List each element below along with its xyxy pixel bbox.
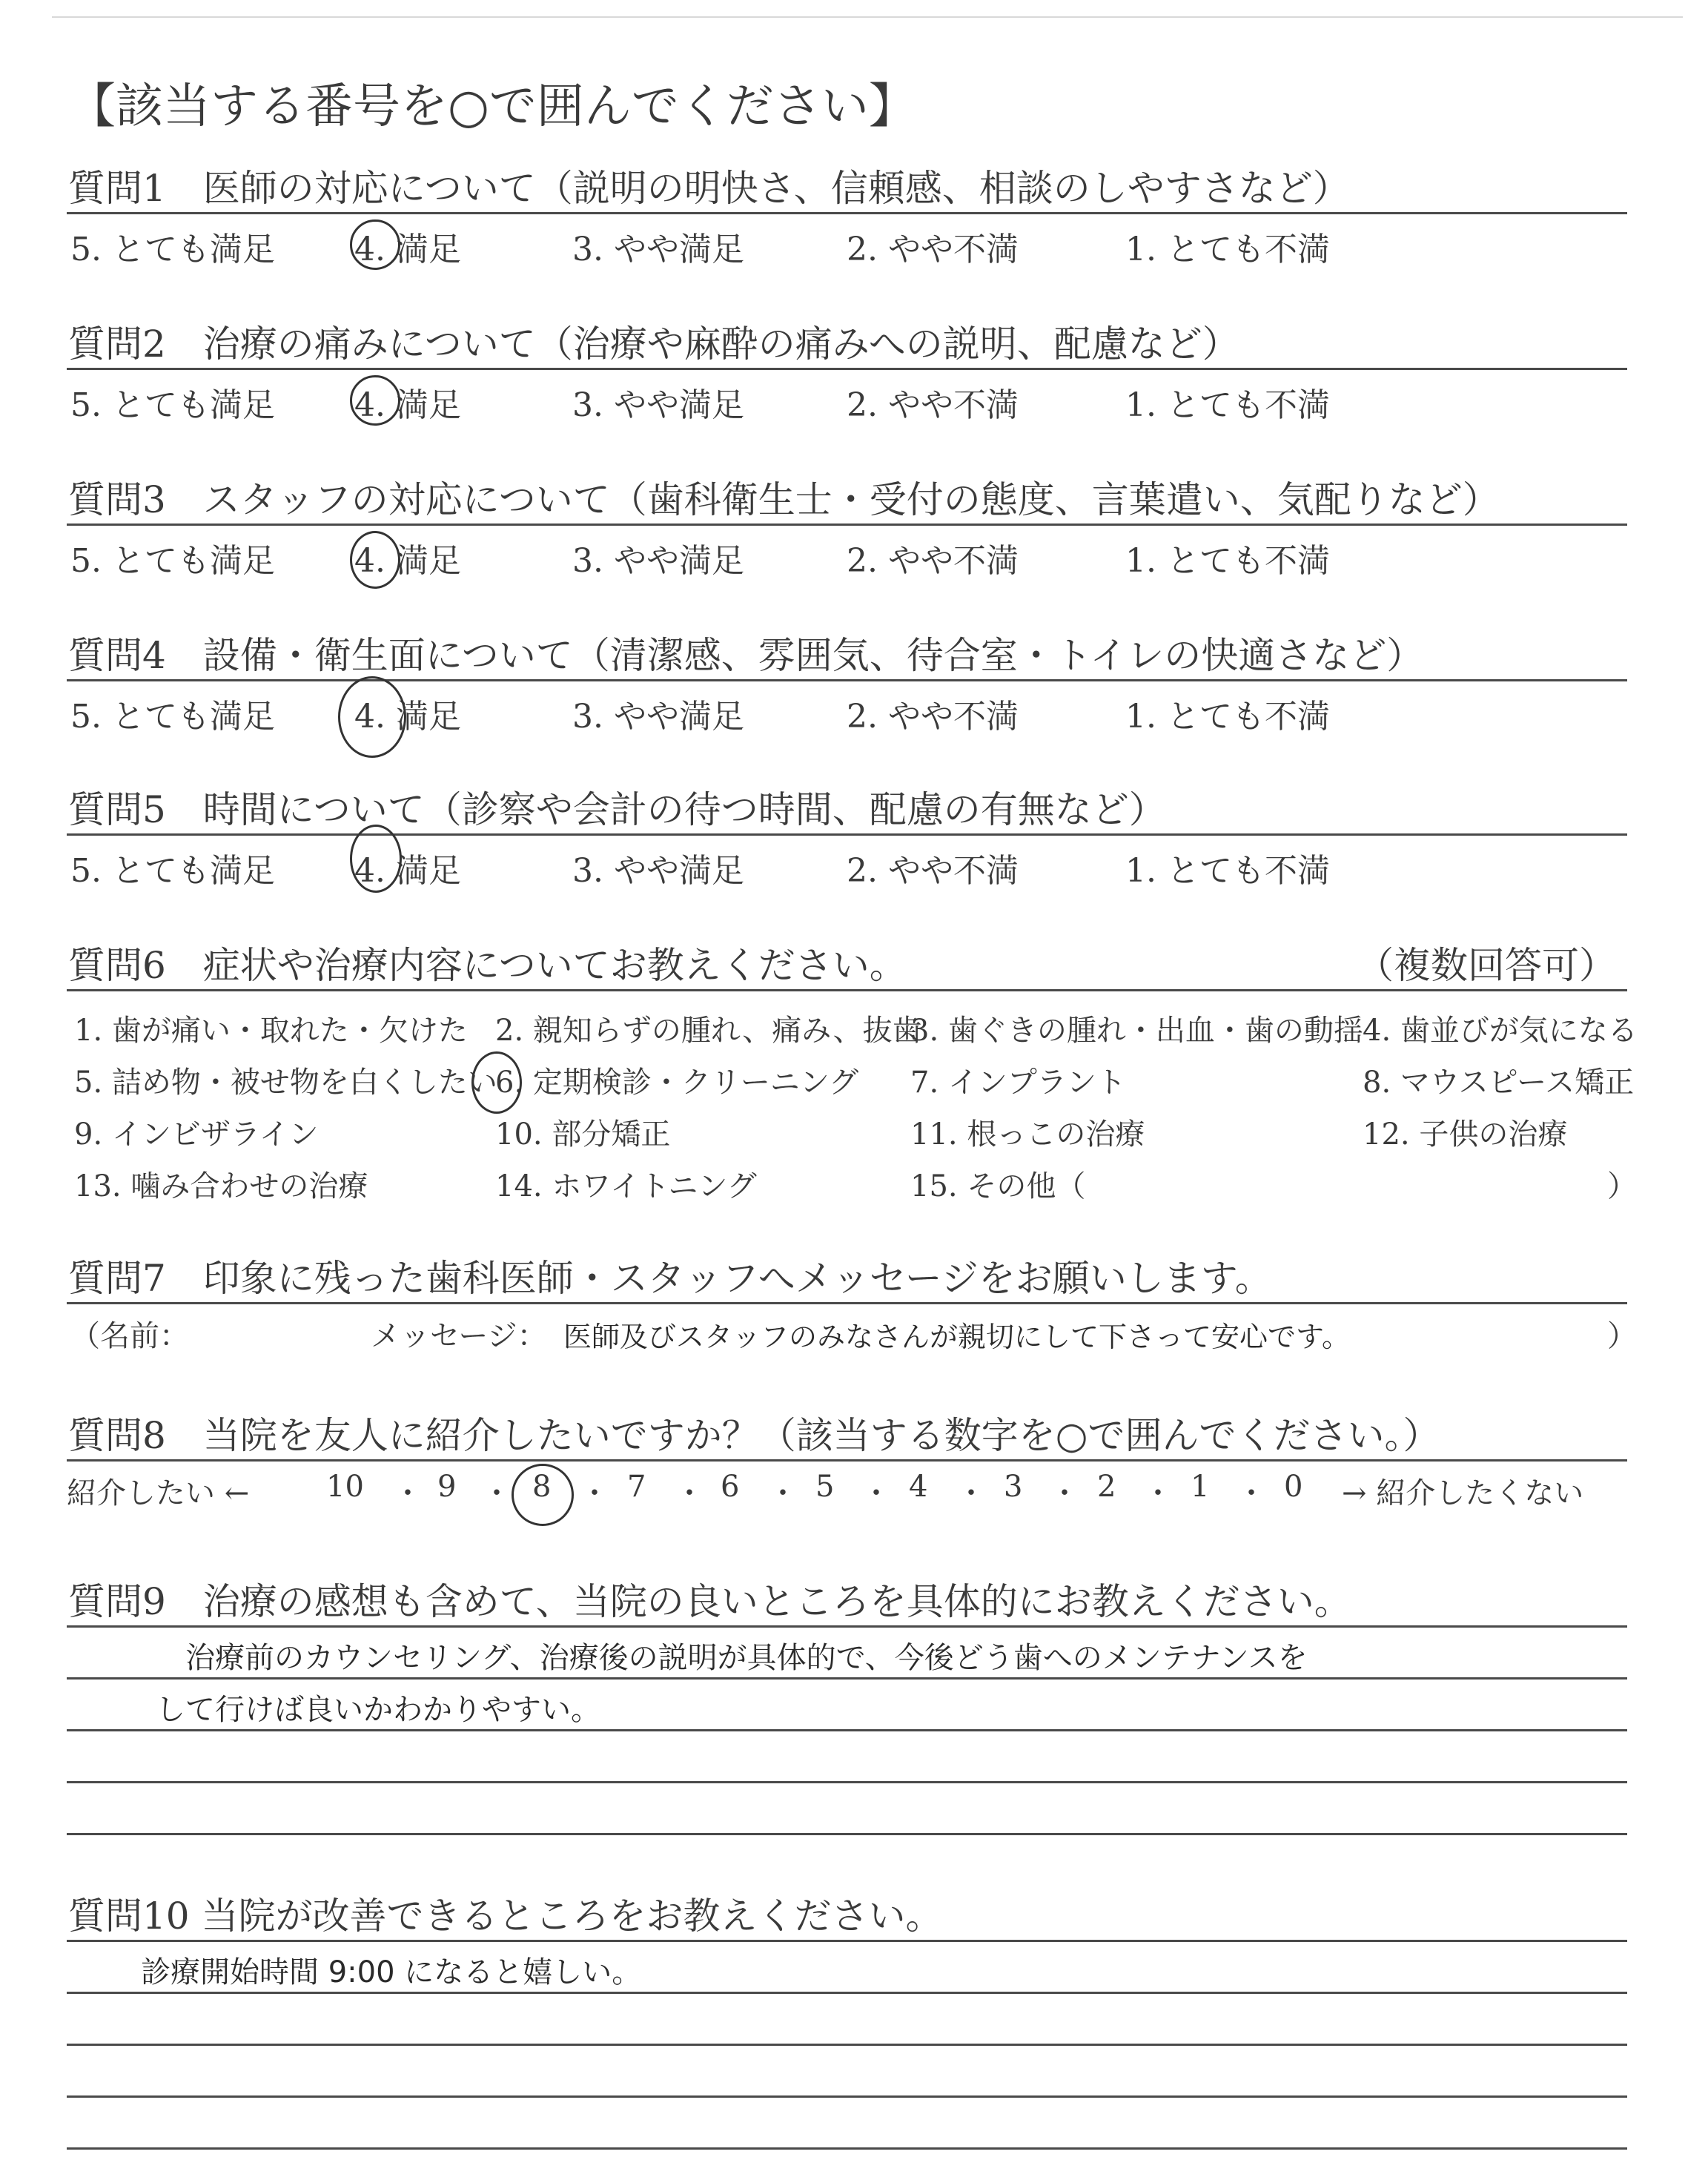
q3-option-4[interactable]: 4. 満足: [354, 542, 461, 580]
q8-sep: ・: [580, 1476, 609, 1510]
q3-option-3[interactable]: 3. やや満足: [572, 542, 744, 580]
q10-rule-2: [67, 1992, 1627, 1994]
q8-sep: ・: [861, 1476, 891, 1510]
q8-sep: ・: [393, 1476, 423, 1510]
q8-selection-circle: [512, 1464, 574, 1526]
q6-option-1[interactable]: 1. 歯が痛い・取れた・欠けた: [74, 1014, 468, 1048]
q8-scale-8[interactable]: 8: [532, 1470, 552, 1504]
q7-title: 質問7 印象に残った歯科医師・スタッフへメッセージをお願いします。: [68, 1257, 1272, 1300]
q7-name-label: （名前：: [70, 1319, 189, 1353]
q5-rule: [67, 833, 1627, 836]
q2-option-4[interactable]: 4. 満足: [354, 386, 461, 424]
q4-title: 質問4 設備・衛生面について（清潔感、雰囲気、待合室・トイレの快適さなど）: [68, 634, 1424, 677]
q1-option-2[interactable]: 2. やや不満: [847, 231, 1019, 268]
q8-sep: ・: [1237, 1476, 1266, 1510]
q6-option-8[interactable]: 8. マウスピース矯正: [1363, 1066, 1635, 1100]
q1-option-3[interactable]: 3. やや満足: [572, 231, 744, 268]
q9-rule-4: [67, 1781, 1627, 1783]
q9-rule-2: [67, 1677, 1627, 1680]
q8-sep: ・: [675, 1476, 704, 1510]
q8-sep: ・: [768, 1476, 798, 1510]
q6-option-15-close: ）: [1607, 1169, 1637, 1203]
q9-rule-1: [67, 1625, 1627, 1628]
q6-option-6[interactable]: 6. 定期検診・クリーニング: [495, 1066, 859, 1100]
q10-rule-4: [67, 2095, 1627, 2098]
q8-sep: ・: [956, 1476, 986, 1510]
q4-option-5[interactable]: 5. とても満足: [70, 698, 275, 736]
q6-option-15[interactable]: 15. その他（: [910, 1169, 1086, 1203]
q8-scale-1[interactable]: 1: [1191, 1470, 1210, 1504]
q5-option-5[interactable]: 5. とても満足: [70, 852, 275, 890]
q8-left-label: 紹介したい ←: [67, 1476, 250, 1510]
q3-selection-circle: [350, 531, 400, 589]
q1-rule: [67, 212, 1627, 214]
q6-option-11[interactable]: 11. 根っこの治療: [910, 1117, 1145, 1152]
q5-option-4[interactable]: 4. 満足: [354, 852, 461, 890]
q2-option-5[interactable]: 5. とても満足: [70, 386, 275, 424]
q2-option-3[interactable]: 3. やや満足: [572, 386, 744, 424]
q6-option-9[interactable]: 9. インビザライン: [74, 1117, 319, 1152]
q1-option-5[interactable]: 5. とても満足: [70, 231, 275, 268]
q3-rule: [67, 524, 1627, 526]
q1-title: 質問1 医師の対応について（説明の明快さ、信頼感、相談のしやすさなど）: [68, 167, 1350, 210]
q6-option-4[interactable]: 4. 歯並びが気になる: [1363, 1014, 1638, 1048]
q4-option-2[interactable]: 2. やや不満: [847, 698, 1019, 736]
q9-title: 質問9 治療の感想も含めて、当院の良いところを具体的にお教えください。: [68, 1580, 1351, 1623]
q8-scale-7[interactable]: 7: [627, 1470, 646, 1504]
q9-answer-line-1[interactable]: 治療前のカウンセリング、治療後の説明が具体的で、今後どう歯へのメンテナンスを: [185, 1641, 1308, 1675]
q4-option-1[interactable]: 1. とても不満: [1125, 698, 1330, 736]
q4-rule: [67, 679, 1627, 681]
q10-rule-3: [67, 2044, 1627, 2046]
q6-option-7[interactable]: 7. インプラント: [910, 1066, 1126, 1100]
q10-rule-5: [67, 2147, 1627, 2150]
q6-note: （複数回答可）: [1357, 944, 1616, 987]
q4-option-4[interactable]: 4. 満足: [354, 698, 461, 736]
q9-rule-3: [67, 1729, 1627, 1731]
q8-rule: [67, 1459, 1627, 1462]
q2-rule: [67, 368, 1627, 370]
q7-rule: [67, 1302, 1627, 1304]
q2-option-1[interactable]: 1. とても不満: [1125, 386, 1330, 424]
q9-rule-5: [67, 1833, 1627, 1835]
q6-option-13[interactable]: 13. 噛み合わせの治療: [74, 1169, 368, 1203]
q8-scale-3[interactable]: 3: [1004, 1470, 1023, 1504]
q8-scale-2[interactable]: 2: [1097, 1470, 1116, 1504]
q8-sep: ・: [1050, 1476, 1079, 1510]
q8-scale-10[interactable]: 10: [326, 1470, 364, 1504]
q3-title: 質問3 スタッフの対応について（歯科衛生士・受付の態度、言葉遣い、気配りなど）: [68, 478, 1500, 521]
q4-option-3[interactable]: 3. やや満足: [572, 698, 744, 736]
q8-right-label: → 紹介したくない: [1342, 1476, 1584, 1510]
q1-option-4[interactable]: 4. 満足: [354, 231, 461, 268]
q9-answer-line-2[interactable]: して行けば良いかわかりやすい。: [156, 1693, 600, 1727]
q1-option-1[interactable]: 1. とても不満: [1125, 231, 1330, 268]
q5-option-3[interactable]: 3. やや満足: [572, 852, 744, 890]
q6-rule: [67, 989, 1627, 991]
q8-title: 質問8 当院を友人に紹介したいですか？（該当する数字を○で囲んでください。）: [68, 1414, 1440, 1457]
q6-selection-circle: [471, 1051, 522, 1114]
q6-option-12[interactable]: 12. 子供の治療: [1363, 1117, 1568, 1152]
q8-scale-0[interactable]: 0: [1284, 1470, 1303, 1504]
q8-scale-6[interactable]: 6: [721, 1470, 740, 1504]
q8-sep: ・: [1143, 1476, 1173, 1510]
q2-selection-circle: [350, 375, 400, 426]
q6-title: 質問6 症状や治療内容についてお教えください。: [68, 944, 907, 987]
q10-answer-line-1[interactable]: 診療開始時間 9:00 になると嬉しい。: [141, 1955, 642, 1989]
q6-option-2[interactable]: 2. 親知らずの腫れ、痛み、抜歯: [495, 1014, 922, 1048]
q6-option-3[interactable]: 3. 歯ぐきの腫れ・出血・歯の動揺: [910, 1014, 1363, 1048]
q10-rule-1: [67, 1940, 1627, 1942]
q6-option-5[interactable]: 5. 詰め物・被せ物を白くしたい: [74, 1066, 497, 1100]
q5-selection-circle: [350, 825, 402, 893]
q3-option-5[interactable]: 5. とても満足: [70, 542, 275, 580]
q8-scale-5[interactable]: 5: [815, 1470, 835, 1504]
q5-option-1[interactable]: 1. とても不満: [1125, 852, 1330, 890]
q2-option-2[interactable]: 2. やや不満: [847, 386, 1019, 424]
q7-message-label: メッセージ：: [371, 1319, 547, 1353]
top-border: [52, 16, 1683, 18]
q7-message-text[interactable]: 医師及びスタッフのみなさんが親切にして下さって安心です。: [563, 1321, 1350, 1353]
q3-option-2[interactable]: 2. やや不満: [847, 542, 1019, 580]
q7-close-paren: ）: [1607, 1319, 1637, 1353]
q5-title: 質問5 時間について（診察や会計の待つ時間、配慮の有無など）: [68, 788, 1166, 831]
q2-title: 質問2 治療の痛みについて（治療や麻酔の痛みへの説明、配慮など）: [68, 323, 1239, 366]
q10-title: 質問10 当院が改善できるところをお教えください。: [68, 1895, 943, 1938]
q8-sep: ・: [482, 1476, 512, 1510]
q8-scale-4[interactable]: 4: [909, 1470, 928, 1504]
q8-scale-9[interactable]: 9: [437, 1470, 457, 1504]
q1-selection-circle: [350, 219, 400, 270]
page-heading: 【該当する番号を○で囲んでください】: [68, 79, 916, 134]
q3-option-1[interactable]: 1. とても不満: [1125, 542, 1330, 580]
q4-selection-circle: [338, 676, 406, 758]
q6-option-14[interactable]: 14. ホワイトニング: [495, 1169, 757, 1203]
q5-option-2[interactable]: 2. やや不満: [847, 852, 1019, 890]
q6-option-10[interactable]: 10. 部分矯正: [495, 1117, 671, 1152]
